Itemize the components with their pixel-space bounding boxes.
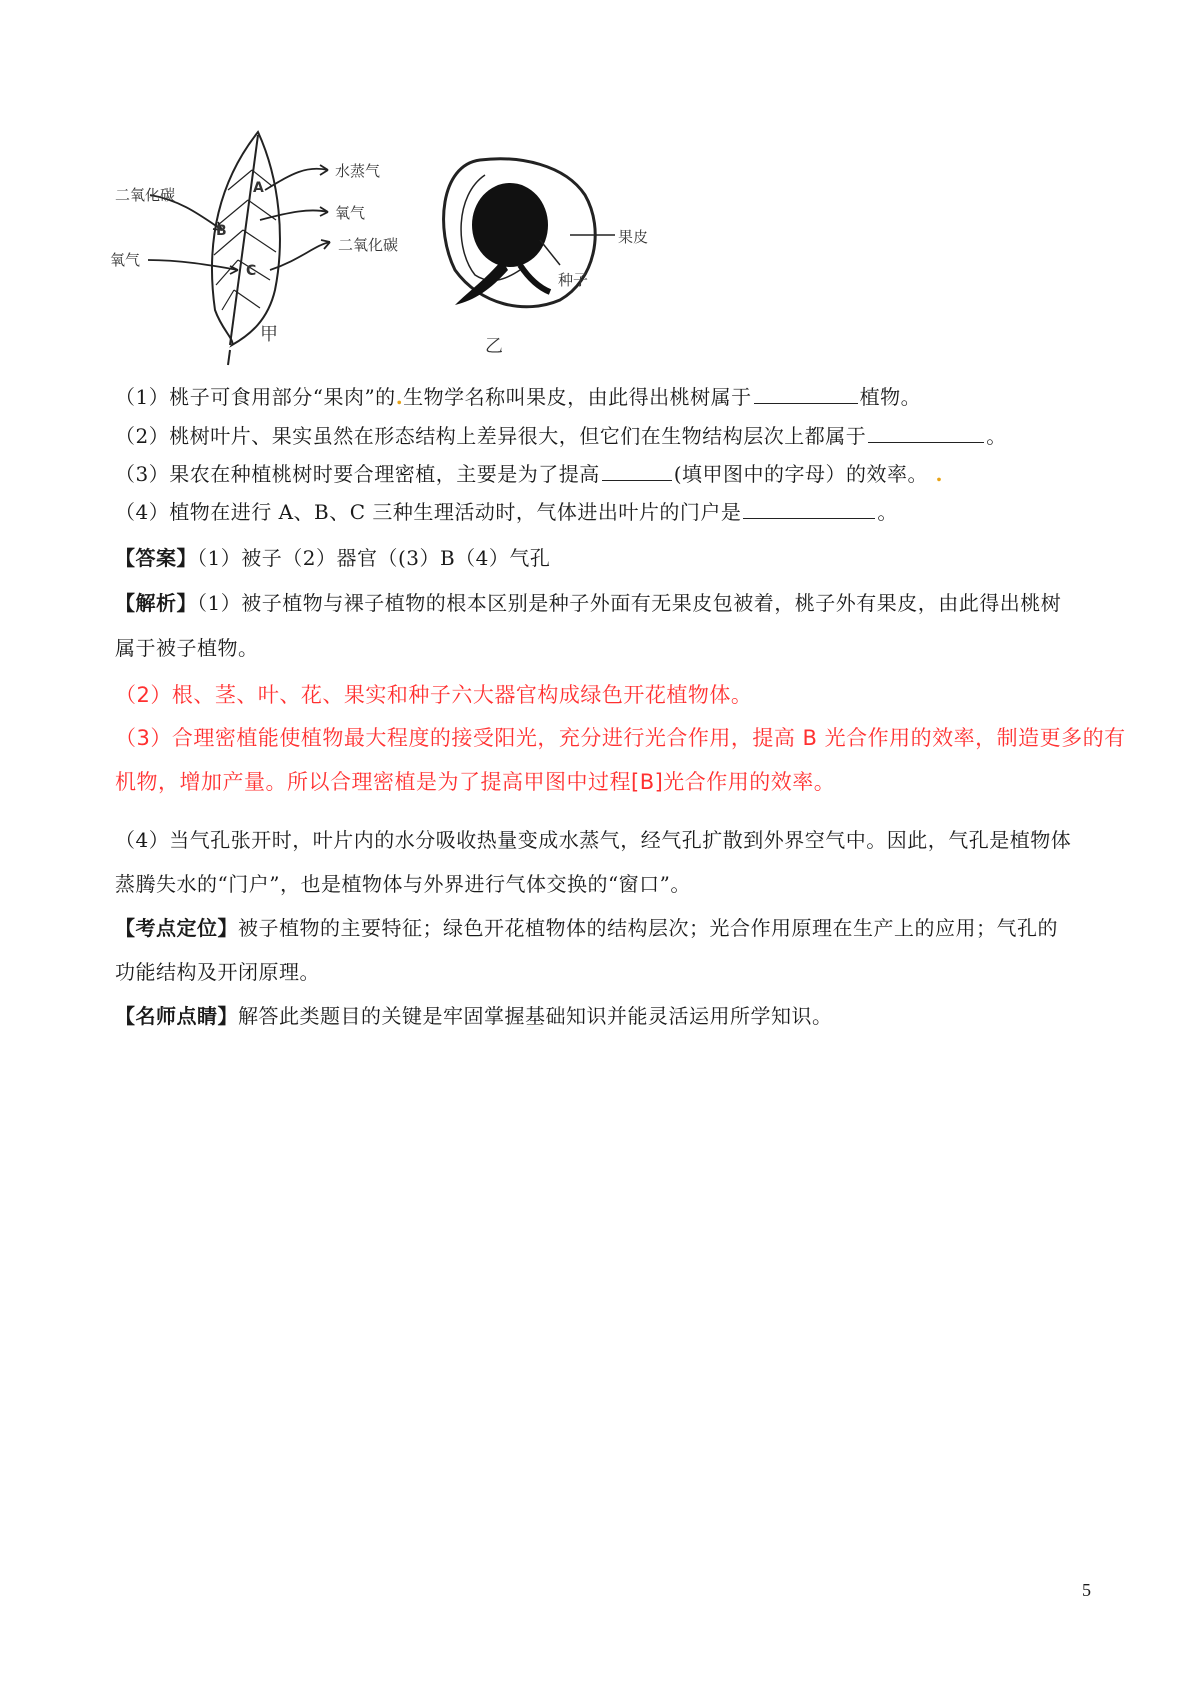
label-b: B (216, 223, 227, 239)
answer-blank-4 (743, 517, 875, 519)
label-co2-out: 二氧化碳 (338, 236, 399, 254)
page-number: 5 (1082, 1580, 1091, 1600)
label-o2-out: 氧气 (335, 204, 366, 222)
analysis-p2: （2）根、茎、叶、花、果实和种子六大器官构成绿色开花植物体。 (115, 683, 753, 707)
question-3: （3）果农在种植桃树时要合理密植，主要是为了提高 (填甲图中的字母）的效率。 . (115, 462, 943, 486)
analysis-p1-line2: 属于被子植物。 (115, 636, 259, 660)
answer-line (115, 542, 550, 571)
label-a: A (253, 180, 264, 196)
analysis-label: 【解析】 (115, 591, 197, 615)
analysis-p4-line1: （4）当气孔张开时，叶片内的水分吸收热量变成水蒸气，经气孔扩散到外界空气中。因此，气孔是植物体 (115, 828, 1072, 852)
answer-label: 【答案】 (115, 546, 197, 570)
question-4: （4）植物在进行 A、B、C 三种生理活动时，气体进出叶片的门户是 。 (115, 500, 898, 524)
label-co2-in: 二氧化碳 (115, 186, 176, 204)
mingshi-label: 【名师点睛】 (115, 1004, 238, 1028)
label-c: C (246, 263, 257, 279)
kaodian-line2: 功能结构及开闭原理。 (115, 960, 320, 984)
fruit-diagram (444, 159, 615, 307)
kaodian-label: 【考点定位】 (115, 916, 238, 940)
analysis-p3-line1: （3）合理密植能使植物最大程度的接受阳光，充分进行光合作用，提高 B 光合作用的效率，制造更多的有 (115, 726, 1126, 750)
mark-dot: . (395, 385, 404, 409)
fruit-caption: 乙 (485, 336, 503, 357)
analysis-p4-line2: 蒸腾失水的“门户”，也是植物体与外界进行气体交换的“窗口”。 (115, 872, 691, 896)
label-peel: 果皮 (618, 228, 649, 246)
analysis-p3-line2: 机物，增加产量。所以合理密植是为了提高甲图中过程[B]光合作用的效率。 (115, 770, 836, 794)
label-seed: 种子 (558, 271, 589, 289)
leaf-and-fruit-figure (110, 120, 690, 390)
question-1: （1）桃子可食用部分“果肉”的.生物学名称叫果皮，由此得出桃树属于 植物。 (115, 385, 922, 409)
answer-text: （1）被子（2）器官（(3）B（4）气孔 (197, 546, 551, 570)
kaodian-line1: 【考点定位】被子植物的主要特征；绿色开花植物体的结构层次；光合作用原理在生产上的应用；气孔的 (115, 916, 1058, 940)
leaf-caption: 甲 (260, 324, 278, 345)
mingshi-line: 【名师点睛】解答此类题目的关键是牢固掌握基础知识并能灵活运用所学知识。 (115, 1004, 833, 1028)
answer-blank-3 (602, 479, 672, 481)
analysis-p1-line1: 【解析】（1）被子植物与裸子植物的根本区别是种子外面有无果皮包被着，桃子外有果皮，由此得出桃树 (115, 591, 1062, 615)
answer-blank-1 (754, 402, 858, 404)
answer-blank-2 (868, 441, 984, 443)
label-water-vapor: 水蒸气 (335, 162, 381, 180)
mark-dot-2: . (928, 462, 943, 486)
question-2: （2）桃树叶片、果实虽然在形态结构上差异很大，但它们在生物结构层次上都属于 。 (115, 424, 1007, 448)
label-o2-in: 氧气 (110, 251, 141, 269)
